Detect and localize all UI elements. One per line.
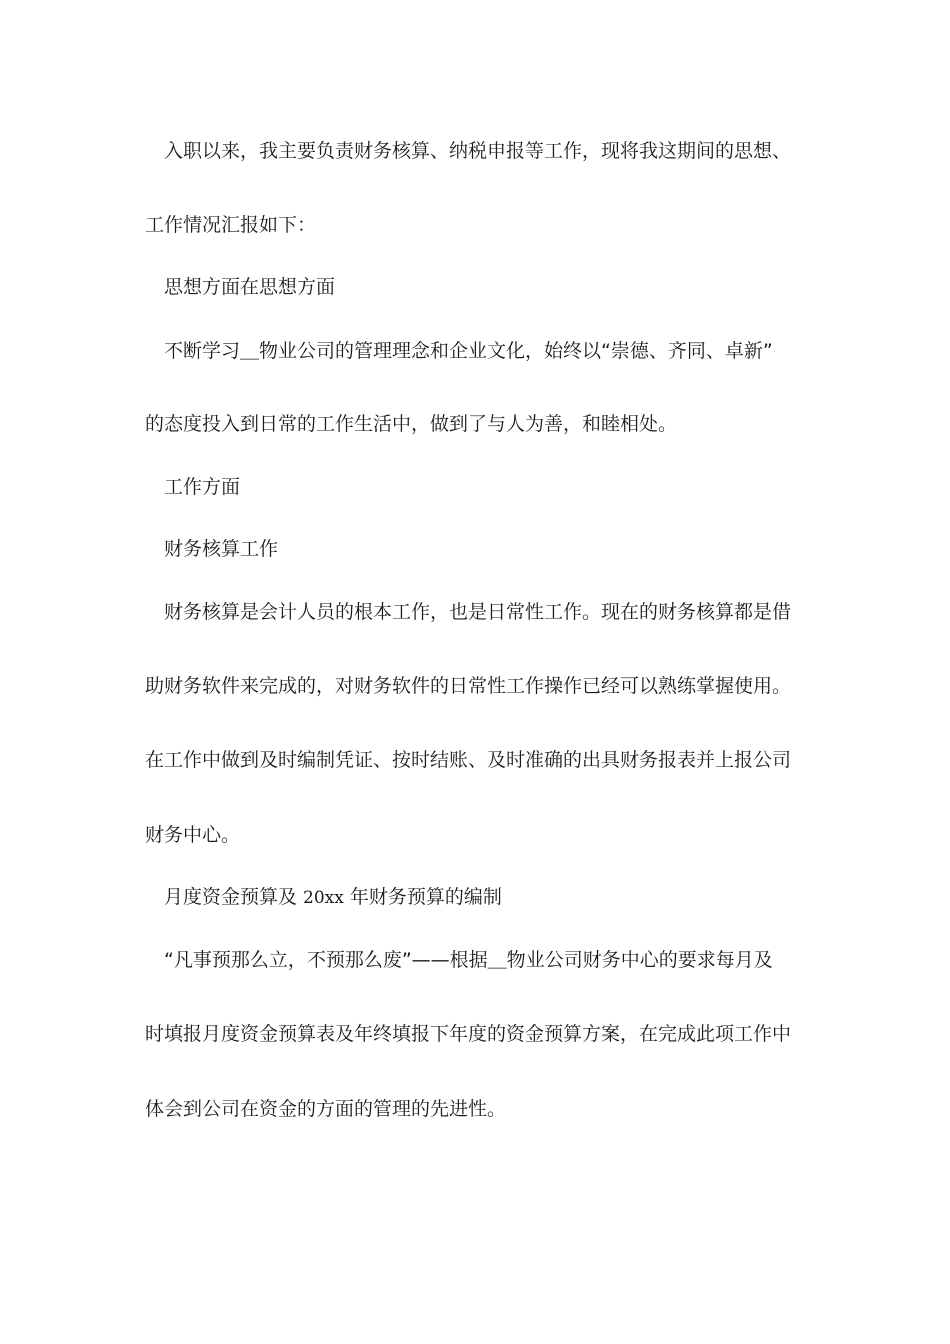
paragraph-thought-line-2: 的态度投入到日常的工作生活中，做到了与人为善，和睦相处。 [145, 413, 678, 435]
heading-budget-part-1: 月度资金预算及 [164, 886, 304, 908]
paragraph-accounting-line-3: 在工作中做到及时编制凭证、按时结账、及时准确的出具财务报表并上报公司 [145, 749, 792, 771]
heading-accounting: 财务核算工作 [164, 538, 279, 560]
heading-budget-part-2: 年财务预算的编制 [343, 886, 502, 908]
heading-budget [164, 885, 824, 910]
paragraph-thought-line-1: 不断学习＿物业公司的管理理念和企业文化，始终以“崇德、齐同、卓新” [164, 340, 773, 362]
paragraph-accounting-line-1: 财务核算是会计人员的根本工作，也是日常性工作。现在的财务核算都是借 [164, 601, 792, 623]
heading-budget-year: 20xx [303, 888, 344, 908]
heading-work: 工作方面 [164, 476, 241, 498]
paragraph-budget-line-3: 体会到公司在资金的方面的管理的先进性。 [145, 1098, 507, 1120]
paragraph-intro-line-2: 工作情况汇报如下： [145, 214, 317, 236]
paragraph-budget-line-2: 时填报月度资金预算表及年终填报下年度的资金预算方案，在完成此项工作中 [145, 1023, 792, 1045]
paragraph-budget-line-1: “凡事预那么立，不预那么废”——根据＿物业公司财务中心的要求每月及 [164, 949, 773, 971]
paragraph-accounting-line-4: 财务中心。 [145, 824, 241, 846]
paragraph-intro-line-1: 入职以来，我主要负责财务核算、纳税申报等工作，现将我这期间的思想、 [164, 140, 792, 162]
paragraph-accounting-line-2: 助财务软件来完成的，对财务软件的日常性工作操作已经可以熟练掌握使用。 [145, 675, 792, 697]
heading-thought: 思想方面在思想方面 [164, 276, 336, 298]
